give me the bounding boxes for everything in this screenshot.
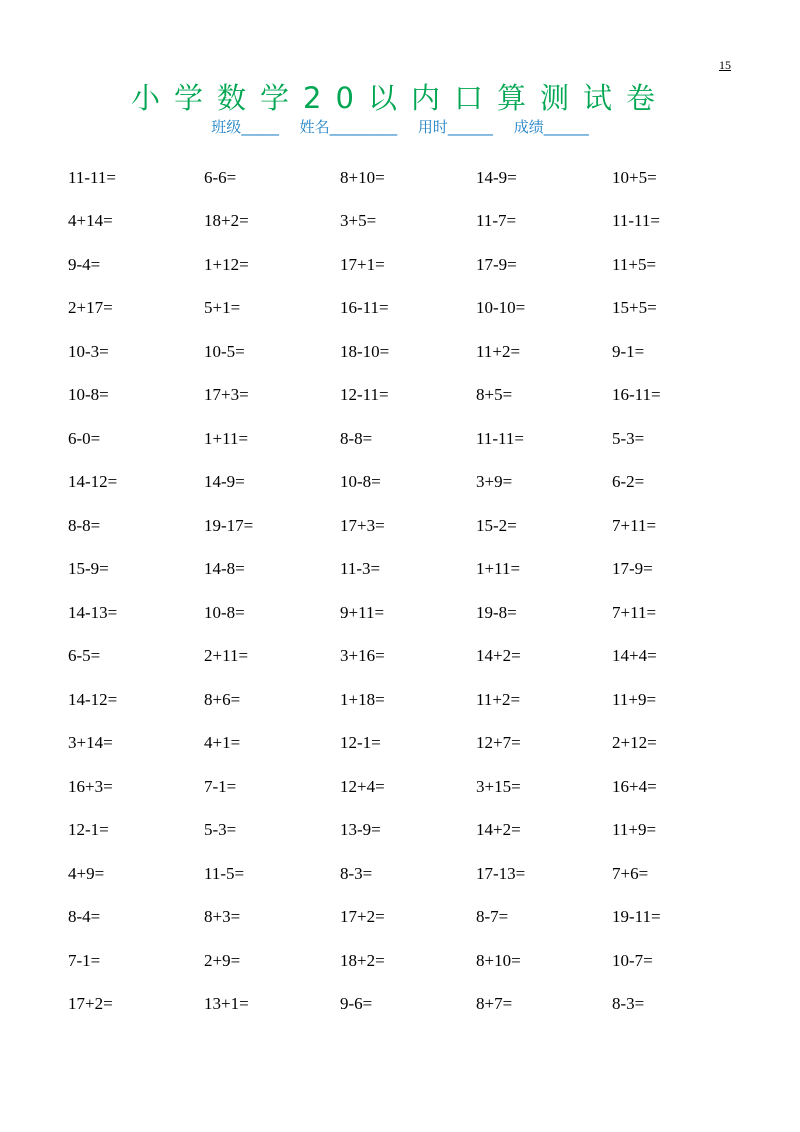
- arithmetic-problem: 13-9=: [340, 820, 381, 840]
- student-info-row: [0, 116, 800, 137]
- problem-row: [68, 374, 768, 418]
- score-field: [514, 116, 589, 137]
- arithmetic-problem: 2+12=: [612, 733, 657, 753]
- problem-row: [68, 852, 768, 896]
- arithmetic-problem: 10-5=: [204, 341, 245, 361]
- arithmetic-problem: 7-1=: [68, 950, 101, 970]
- arithmetic-problem: 14-13=: [68, 602, 118, 622]
- time-field: [418, 116, 493, 137]
- arithmetic-problem: 17+2=: [340, 907, 385, 927]
- problem-row: [68, 156, 768, 200]
- arithmetic-problem: 8+6=: [204, 689, 241, 709]
- arithmetic-problem: 11+2=: [476, 689, 521, 709]
- time-label: 用时: [417, 118, 448, 136]
- arithmetic-problem: 14-12=: [68, 689, 118, 709]
- arithmetic-problem: 15+5=: [612, 298, 657, 318]
- problem-row: [68, 939, 768, 983]
- arithmetic-problem: 8+5=: [476, 385, 513, 405]
- arithmetic-problem: 3+14=: [68, 733, 113, 753]
- arithmetic-problem: 1+18=: [340, 689, 385, 709]
- arithmetic-problem: 5+1=: [204, 298, 241, 318]
- arithmetic-problem: 5-3=: [204, 820, 237, 840]
- problem-row: [68, 548, 768, 592]
- arithmetic-problem: 16-11=: [340, 298, 389, 318]
- problem-row: [68, 200, 768, 244]
- arithmetic-problem: 14+2=: [476, 646, 521, 666]
- arithmetic-problem: 10-8=: [68, 385, 109, 405]
- arithmetic-problem: 19-17=: [204, 515, 254, 535]
- arithmetic-problem: 16+3=: [68, 776, 113, 796]
- arithmetic-problem: 12-1=: [68, 820, 109, 840]
- worksheet-title: 小学数学20以内口算测试卷: [131, 81, 669, 115]
- arithmetic-problem: 9-1=: [612, 341, 645, 361]
- arithmetic-problem: 12+4=: [340, 776, 385, 796]
- arithmetic-problem: 7-1=: [204, 776, 237, 796]
- arithmetic-problem: 10-8=: [204, 602, 245, 622]
- arithmetic-problem: 4+1=: [204, 733, 241, 753]
- problem-row: [68, 504, 768, 548]
- arithmetic-problem: 11+9=: [612, 689, 657, 709]
- arithmetic-problem: 3+9=: [476, 472, 513, 492]
- arithmetic-problem: 11-11=: [476, 428, 524, 448]
- arithmetic-problem: 9-6=: [340, 994, 373, 1014]
- arithmetic-problem: 14+2=: [476, 820, 521, 840]
- time-blank: ______: [447, 118, 493, 136]
- arithmetic-problem: 8+7=: [476, 994, 513, 1014]
- arithmetic-problem: 3+15=: [476, 776, 521, 796]
- class-label: 班级: [211, 118, 242, 136]
- arithmetic-problem: 13+1=: [204, 994, 249, 1014]
- arithmetic-problem: 2+11=: [204, 646, 249, 666]
- arithmetic-problem: 11+9=: [612, 820, 657, 840]
- problem-row: [68, 983, 768, 1027]
- arithmetic-problem: 4+14=: [68, 211, 113, 231]
- arithmetic-problem: 19-8=: [476, 602, 517, 622]
- problem-row: [68, 417, 768, 461]
- arithmetic-problem: 17+3=: [340, 515, 385, 535]
- arithmetic-problem: 17-9=: [476, 254, 517, 274]
- arithmetic-problem: 8+10=: [340, 167, 385, 187]
- arithmetic-problem: 14-9=: [204, 472, 245, 492]
- arithmetic-problem: 12-11=: [340, 385, 389, 405]
- arithmetic-problem: 10-8=: [340, 472, 381, 492]
- arithmetic-problem: 11-7=: [476, 211, 517, 231]
- class-blank: _____: [241, 118, 279, 136]
- arithmetic-problem: 5-3=: [612, 428, 645, 448]
- arithmetic-problem: 8-7=: [476, 907, 509, 927]
- arithmetic-problem: 9-4=: [68, 254, 101, 274]
- arithmetic-problem: 8-3=: [340, 863, 373, 883]
- score-blank: ______: [543, 118, 589, 136]
- name-blank: _________: [329, 118, 398, 136]
- problem-row: [68, 461, 768, 505]
- arithmetic-problem: 7+6=: [612, 863, 649, 883]
- arithmetic-problem: 1+11=: [476, 559, 521, 579]
- arithmetic-problem: 7+11=: [612, 515, 657, 535]
- problem-row: [68, 896, 768, 940]
- arithmetic-problem: 16-11=: [612, 385, 661, 405]
- arithmetic-problem: 8-3=: [612, 994, 645, 1014]
- arithmetic-problem: 17+3=: [204, 385, 249, 405]
- arithmetic-problem: 11-5=: [204, 863, 245, 883]
- name-label: 姓名: [299, 118, 330, 136]
- arithmetic-problem: 15-2=: [476, 515, 517, 535]
- arithmetic-problem: 6-6=: [204, 167, 237, 187]
- arithmetic-problem: 15-9=: [68, 559, 109, 579]
- arithmetic-problem: 18-10=: [340, 341, 390, 361]
- problem-row: [68, 591, 768, 635]
- arithmetic-problem: 2+9=: [204, 950, 241, 970]
- arithmetic-problem: 8+10=: [476, 950, 521, 970]
- problem-row: [68, 635, 768, 679]
- arithmetic-problem: 1+11=: [204, 428, 249, 448]
- class-field: [211, 116, 279, 137]
- problem-row: [68, 330, 768, 374]
- arithmetic-problem: 17-9=: [612, 559, 653, 579]
- arithmetic-problem: 8-8=: [68, 515, 101, 535]
- arithmetic-problem: 8-8=: [340, 428, 373, 448]
- arithmetic-problem: 8+3=: [204, 907, 241, 927]
- arithmetic-problem: 11+2=: [476, 341, 521, 361]
- arithmetic-problem: 17-13=: [476, 863, 526, 883]
- problem-row: [68, 722, 768, 766]
- name-field: [300, 116, 398, 137]
- arithmetic-problem: 11-11=: [612, 211, 660, 231]
- score-label: 成绩: [513, 118, 544, 136]
- arithmetic-problem: 18+2=: [204, 211, 249, 231]
- problem-row: [68, 243, 768, 287]
- arithmetic-problem: 6-0=: [68, 428, 101, 448]
- arithmetic-problem: 6-2=: [612, 472, 645, 492]
- arithmetic-problem: 9+11=: [340, 602, 385, 622]
- arithmetic-problem: 2+17=: [68, 298, 113, 318]
- arithmetic-problem: 3+16=: [340, 646, 385, 666]
- page-number: 15: [719, 58, 731, 72]
- arithmetic-problem: 10+5=: [612, 167, 657, 187]
- arithmetic-problem: 3+5=: [340, 211, 377, 231]
- arithmetic-problem: 12-1=: [340, 733, 381, 753]
- arithmetic-problem: 19-11=: [612, 907, 661, 927]
- problem-row: [68, 678, 768, 722]
- arithmetic-problem: 7+11=: [612, 602, 657, 622]
- arithmetic-problem: 14-8=: [204, 559, 245, 579]
- arithmetic-problem: 10-3=: [68, 341, 109, 361]
- problem-row: [68, 287, 768, 331]
- arithmetic-problem: 1+12=: [204, 254, 249, 274]
- arithmetic-problem: 16+4=: [612, 776, 657, 796]
- problem-row: [68, 809, 768, 853]
- arithmetic-problem: 17+1=: [340, 254, 385, 274]
- arithmetic-problem: 17+2=: [68, 994, 113, 1014]
- arithmetic-problem: 10-7=: [612, 950, 653, 970]
- arithmetic-problem: 14+4=: [612, 646, 657, 666]
- arithmetic-problem: 11+5=: [612, 254, 657, 274]
- arithmetic-problem: 6-5=: [68, 646, 101, 666]
- arithmetic-problem: 14-9=: [476, 167, 517, 187]
- arithmetic-problem: 8-4=: [68, 907, 101, 927]
- arithmetic-problem: 10-10=: [476, 298, 526, 318]
- arithmetic-problem: 12+7=: [476, 733, 521, 753]
- problem-grid: [68, 156, 768, 1026]
- arithmetic-problem: 4+9=: [68, 863, 105, 883]
- arithmetic-problem: 14-12=: [68, 472, 118, 492]
- arithmetic-problem: 18+2=: [340, 950, 385, 970]
- arithmetic-problem: 11-3=: [340, 559, 381, 579]
- arithmetic-problem: 11-11=: [68, 167, 116, 187]
- problem-row: [68, 765, 768, 809]
